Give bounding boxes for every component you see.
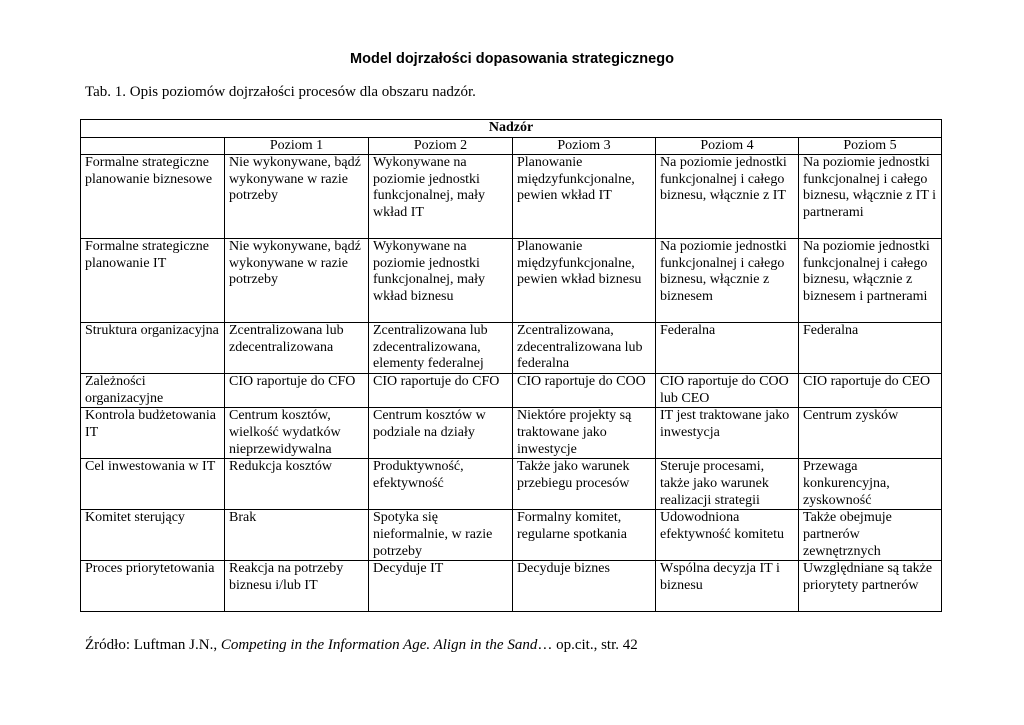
table-cell: Zcentralizowana lub zdecentralizowana, elementy federalnej: [369, 323, 513, 374]
table-cell: CIO raportuje do COO: [513, 374, 656, 408]
table-row: [81, 374, 942, 408]
table-cell: Federalna: [656, 323, 799, 374]
table-cell: Redukcja kosztów: [225, 459, 369, 510]
table-cell: Decyduje IT: [369, 561, 513, 612]
table-cell: Niektóre projekty są traktowane jako inwestycje: [513, 408, 656, 459]
table-caption: Tab. 1. Opis poziomów dojrzałości procesów dla obszaru nadzór.: [85, 84, 476, 100]
row-label: Kontrola budżetowania IT: [81, 408, 225, 459]
table-cell: Reakcja na potrzeby biznesu i/lub IT: [225, 561, 369, 612]
table-cell: Zcentralizowana, zdecentralizowana lub federalna: [513, 323, 656, 374]
table-cell: Na poziomie jednostki funkcjonalnej i całego biznesu, włącznie z IT i partnerami: [799, 155, 942, 239]
row-label: Cel inwestowania w IT: [81, 459, 225, 510]
table-header-nadzor: Nadzór: [81, 120, 942, 138]
table-row: [81, 510, 942, 561]
table-cell: Wykonywane na poziomie jednostki funkcjonalnej, mały wkład IT: [369, 155, 513, 239]
table-cell: Przewaga konkurencyjna, zyskowność: [799, 459, 942, 510]
row-label: Formalne strategiczne planowanie biznesowe: [81, 155, 225, 239]
table-cell: Wykonywane na poziomie jednostki funkcjonalnej, mały wkład biznesu: [369, 239, 513, 323]
table-cell: Uwzględniane są także priorytety partnerów: [799, 561, 942, 612]
table-row: [81, 239, 942, 323]
row-label: Komitet sterujący: [81, 510, 225, 561]
row-label: Zależności organizacyjne: [81, 374, 225, 408]
table-cell: CIO raportuje do CFO: [369, 374, 513, 408]
row-label: Formalne strategiczne planowanie IT: [81, 239, 225, 323]
table-cell: Planowanie międzyfunkcjonalne, pewien wkład biznesu: [513, 239, 656, 323]
table-cell: Na poziomie jednostki funkcjonalnej i całego biznesu, włącznie z IT: [656, 155, 799, 239]
table-cell: Na poziomie jednostki funkcjonalnej i całego biznesu, włącznie z biznesem i partnerami: [799, 239, 942, 323]
table-cell: Formalny komitet, regularne spotkania: [513, 510, 656, 561]
table-cell: Udowodniona efektywność komitetu: [656, 510, 799, 561]
table-cell: Spotyka się nieformalnie, w razie potrzeby: [369, 510, 513, 561]
table-cell: Steruje procesami, także jako warunek realizacji strategii: [656, 459, 799, 510]
document-title: Model dojrzałości dopasowania strategicznego: [350, 51, 674, 67]
table-cell: Centrum zysków: [799, 408, 942, 459]
table-cell: CIO raportuje do CFO: [225, 374, 369, 408]
table-row: [81, 459, 942, 510]
corner-cell: [81, 137, 225, 155]
table-cell: Nie wykonywane, bądź wykonywane w razie potrzeby: [225, 155, 369, 239]
table-cell: CIO raportuje do COO lub CEO: [656, 374, 799, 408]
table-header-row: [81, 120, 942, 138]
maturity-table: [80, 119, 942, 612]
table-cell: Federalna: [799, 323, 942, 374]
level-3-header: Poziom 3: [513, 137, 656, 155]
level-5-header: Poziom 5: [799, 137, 942, 155]
table-row: [81, 155, 942, 239]
table-cell: CIO raportuje do CEO: [799, 374, 942, 408]
levels-row: [81, 137, 942, 155]
table-cell: Planowanie międzyfunkcjonalne, pewien wkład IT: [513, 155, 656, 239]
table-cell: IT jest traktowane jako inwestycja: [656, 408, 799, 459]
table-cell: Zcentralizowana lub zdecentralizowana: [225, 323, 369, 374]
table-cell: Także jako warunek przebiegu procesów: [513, 459, 656, 510]
table-row: [81, 408, 942, 459]
table-cell: Wspólna decyzja IT i biznesu: [656, 561, 799, 612]
table-cell: Brak: [225, 510, 369, 561]
table-cell: Centrum kosztów w podziale na działy: [369, 408, 513, 459]
level-4-header: Poziom 4: [656, 137, 799, 155]
source-note: [85, 637, 638, 654]
level-2-header: Poziom 2: [369, 137, 513, 155]
table-cell: Nie wykonywane, bądź wykonywane w razie potrzeby: [225, 239, 369, 323]
table-cell: Na poziomie jednostki funkcjonalnej i całego biznesu, włącznie z biznesem: [656, 239, 799, 323]
table-cell: Centrum kosztów, wielkość wydatków nieprzewidywalna: [225, 408, 369, 459]
level-1-header: Poziom 1: [225, 137, 369, 155]
table-cell: Także obejmuje partnerów zewnętrznych: [799, 510, 942, 561]
row-label: Proces priorytetowania: [81, 561, 225, 612]
row-label: Struktura organizacyjna: [81, 323, 225, 374]
table-cell: Produktywność, efektywność: [369, 459, 513, 510]
table-row: [81, 561, 942, 612]
table-row: [81, 323, 942, 374]
source-title: Competing in the Information Age. Align in the Sand: [220, 637, 538, 653]
source-suffix: … op.cit., str. 42: [537, 637, 638, 653]
source-prefix: Źródło: Luftman J.N.,: [85, 637, 221, 653]
table-cell: Decyduje biznes: [513, 561, 656, 612]
